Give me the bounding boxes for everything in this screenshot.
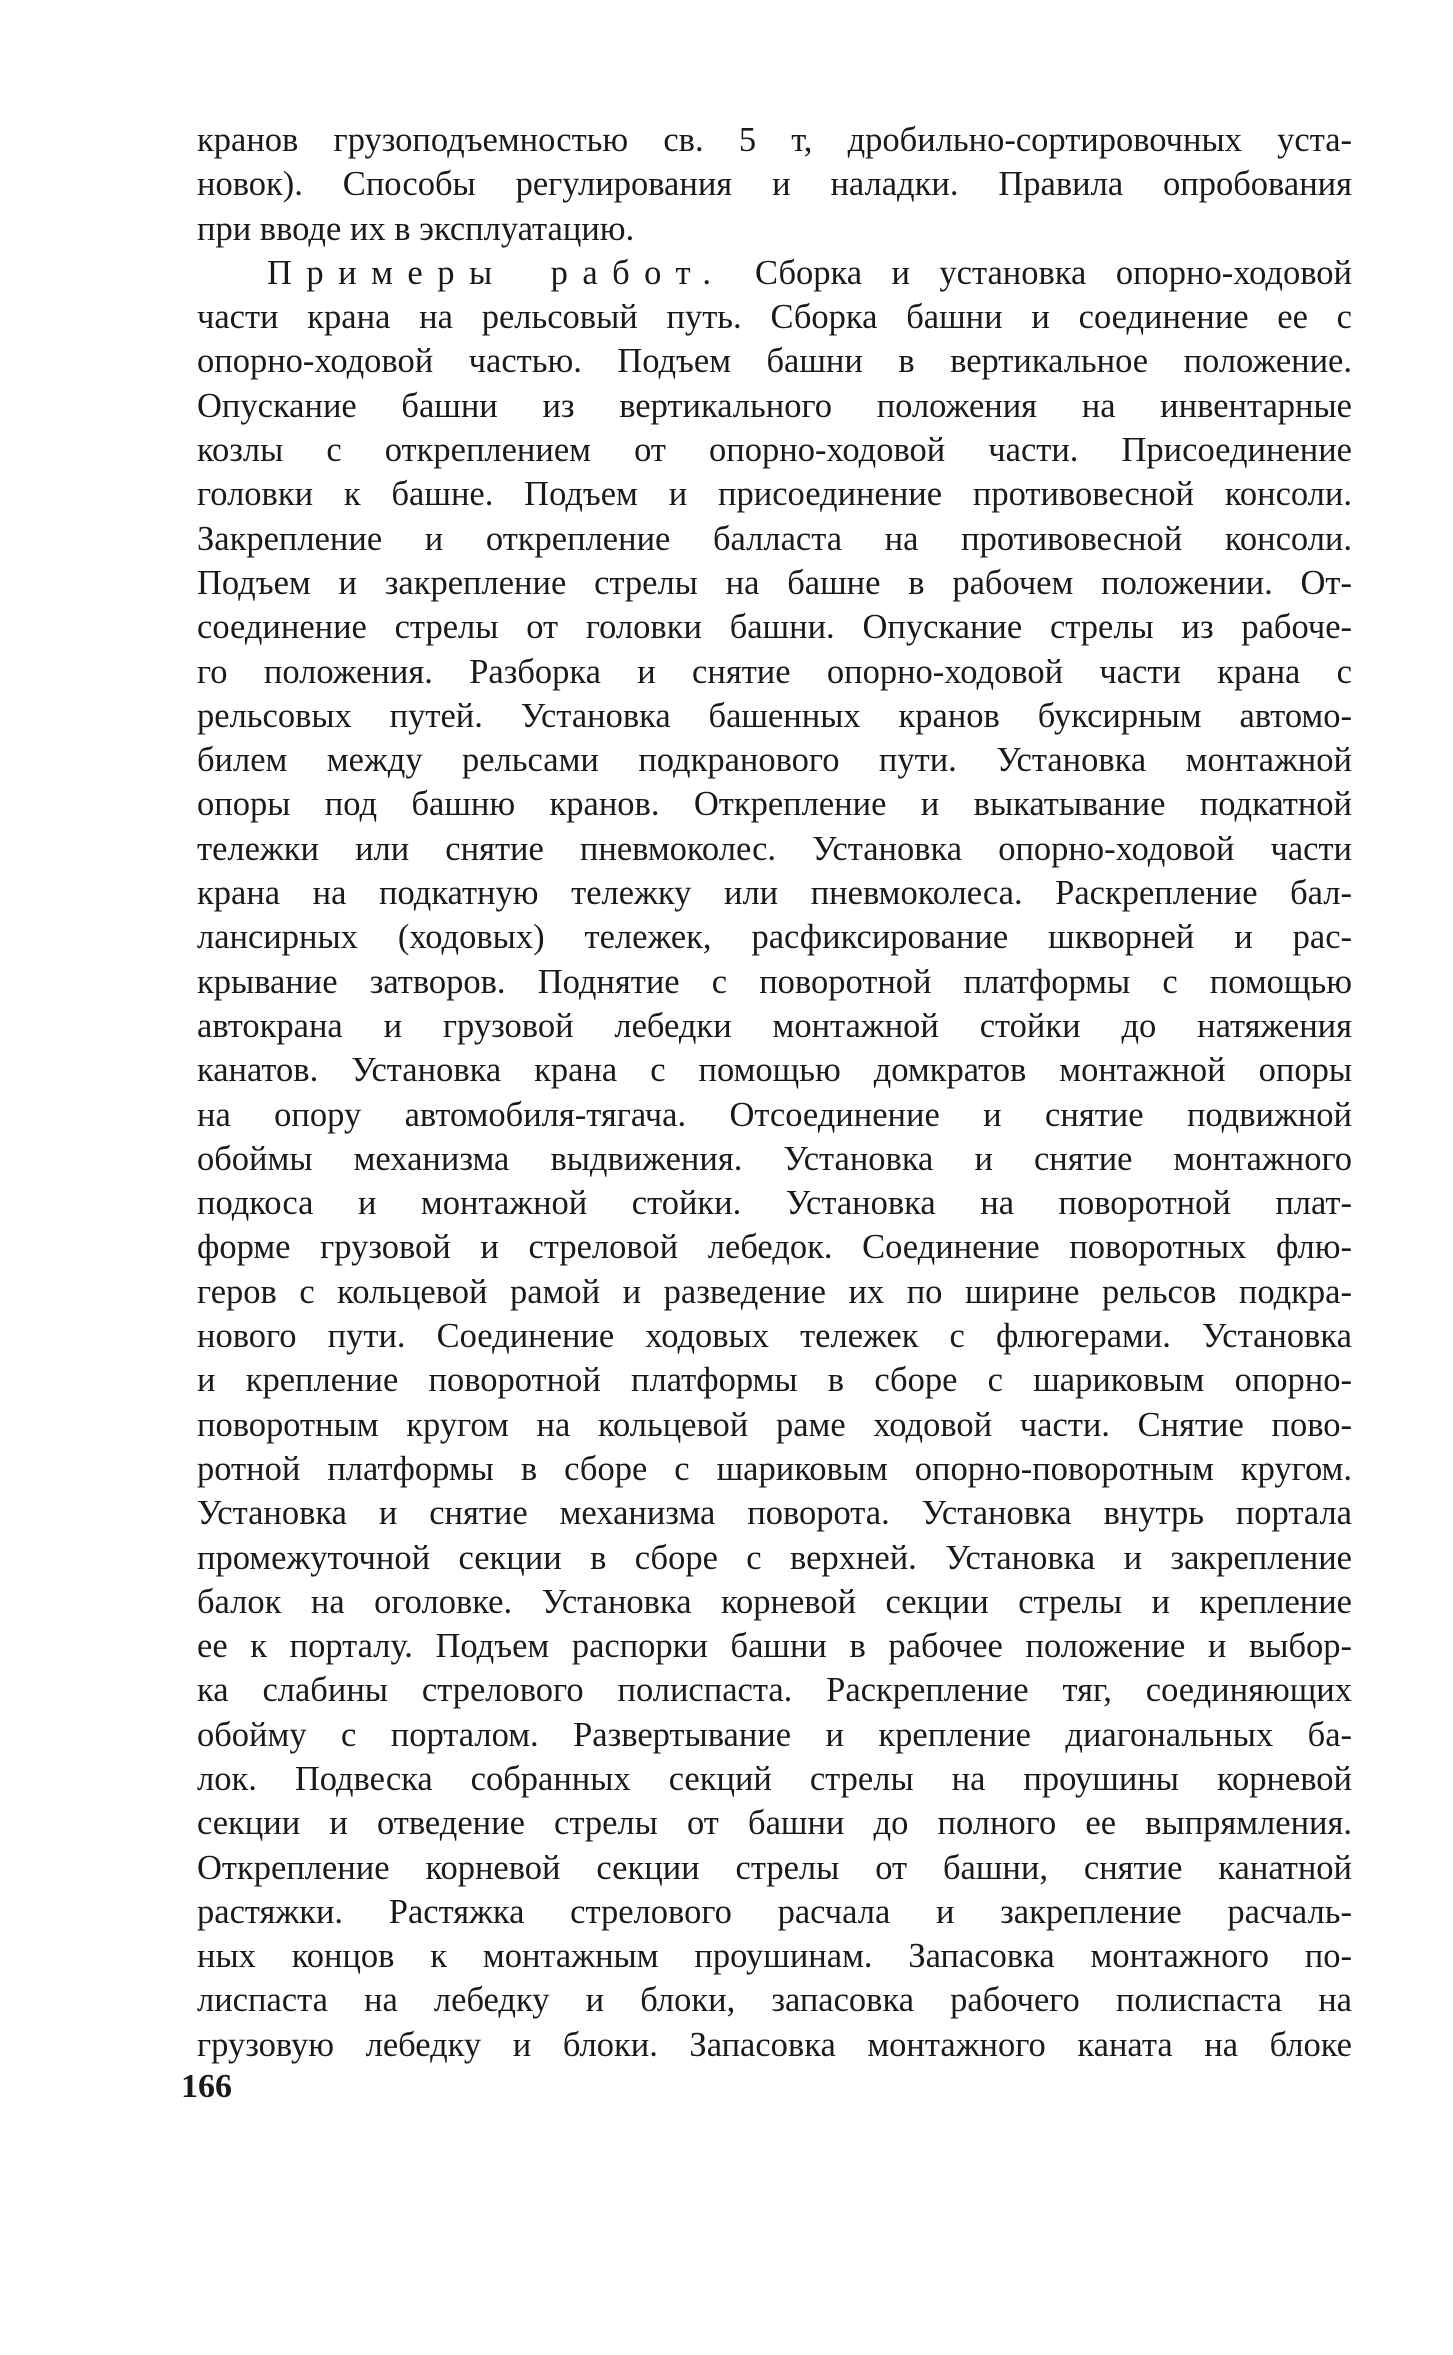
- text-line: кранов грузоподъемностью св. 5 т, дробильно-сортировочных уста-: [197, 121, 1352, 159]
- text-line: лансирных (ходовых) тележек, расфиксирование шкворней и рас-: [197, 918, 1352, 957]
- text-line: секции и отведение стрелы от башни до полного ее выпрямления.: [197, 1804, 1352, 1843]
- text-line: автокрана и грузовой лебедки монтажной стойки до натяжения: [197, 1006, 1352, 1045]
- examples-heading: Примеры работ.: [267, 253, 726, 292]
- text-line: лиспаста на лебедку и блоки, запасовка рабочего полиспаста на: [197, 1981, 1352, 2020]
- text-line: Закрепление и открепление балласта на противовесной консоли.: [197, 519, 1352, 558]
- text-line: грузовую лебедку и блоки. Запасовка монтажного каната на блоке: [197, 2025, 1352, 2064]
- text-line: балок на оголовке. Установка корневой секции стрелы и крепление: [197, 1582, 1352, 1621]
- text-line: ных концов к монтажным проушинам. Запасовка монтажного по-: [197, 1937, 1352, 1976]
- text-line: лок. Подвеска собранных секций стрелы на проушины корневой: [197, 1759, 1352, 1798]
- body-text: [197, 118, 1352, 2067]
- text-line: ротной платформы в сборе с шариковым опорно-поворотным кругом.: [197, 1449, 1352, 1488]
- examples-heading-line: [197, 251, 1352, 295]
- text-line: Подъем и закрепление стрелы на башне в рабочем положении. От-: [197, 563, 1352, 602]
- text-line: обоймы механизма выдвижения. Установка и снятие монтажного: [197, 1139, 1352, 1178]
- text-line: ее к порталу. Подъем распорки башни в рабочее положение и выбор-: [197, 1627, 1352, 1666]
- text-line: головки к башне. Подъем и присоединение противовесной консоли.: [197, 475, 1352, 514]
- text-line: части крана на рельсовый путь. Сборка башни и соединение ее с: [197, 298, 1352, 337]
- text-line: Опускание башни из вертикального положения на инвентарные: [197, 386, 1352, 425]
- text-line: го положения. Разборка и снятие опорно-ходовой части крана с: [197, 652, 1352, 691]
- text-line: Открепление корневой секции стрелы от башни, снятие канатной: [197, 1848, 1352, 1887]
- text-line: обойму с порталом. Развертывание и крепление диагональных ба-: [197, 1715, 1352, 1754]
- page-number: 166: [181, 2068, 232, 2105]
- text-line: геров с кольцевой рамой и разведение их по ширине рельсов подкра-: [197, 1272, 1352, 1311]
- examples-paragraph: [197, 295, 1352, 2067]
- text-line: соединение стрелы от головки башни. Опускание стрелы из рабоче-: [197, 608, 1352, 647]
- text-line: поворотным кругом на кольцевой раме ходовой части. Снятие пово-: [197, 1405, 1352, 1444]
- text-line: подкоса и монтажной стойки. Установка на поворотной плат-: [197, 1184, 1352, 1223]
- text-line: при вводе их в эксплуатацию.: [197, 209, 635, 248]
- text-line: новок). Способы регулирования и наладки. Правила опробования: [197, 165, 1352, 204]
- examples-first-line-text: Сборка и установка опорно-ходовой: [755, 253, 1352, 292]
- text-line: крывание затворов. Поднятие с поворотной платформы с помощью: [197, 962, 1352, 1001]
- text-line: и крепление поворотной платформы в сборе с шариковым опорно-: [197, 1361, 1352, 1400]
- text-line: козлы с откреплением от опорно-ходовой части. Присоединение: [197, 431, 1352, 470]
- text-line: билем между рельсами подкранового пути. Установка монтажной: [197, 741, 1352, 780]
- text-line: канатов. Установка крана с помощью домкратов монтажной опоры: [197, 1051, 1352, 1090]
- text-line: опоры под башню кранов. Открепление и выкатывание подкатной: [197, 785, 1352, 824]
- text-line: нового пути. Соединение ходовых тележек с флюгерами. Установка: [197, 1317, 1352, 1356]
- text-line: ка слабины стрелового полиспаста. Раскрепление тяг, соединяющих: [197, 1671, 1352, 1710]
- text-line: опорно-ходовой частью. Подъем башни в вертикальное положение.: [197, 342, 1352, 381]
- text-line: тележки или снятие пневмоколес. Установка опорно-ходовой части: [197, 829, 1352, 868]
- text-line: на опору автомобиля-тягача. Отсоединение и снятие подвижной: [197, 1095, 1352, 1134]
- text-line: форме грузовой и стреловой лебедок. Соединение поворотных флю-: [197, 1228, 1352, 1267]
- text-line: рельсовых путей. Установка башенных кранов буксирным автомо-: [197, 696, 1352, 735]
- text-line: растяжки. Растяжка стрелового расчала и закрепление расчаль-: [197, 1892, 1352, 1931]
- text-line: промежуточной секции в сборе с верхней. Установка и закрепление: [197, 1538, 1352, 1577]
- text-line: крана на подкатную тележку или пневмоколеса. Раскрепление бал-: [197, 874, 1352, 913]
- text-line: Установка и снятие механизма поворота. Установка внутрь портала: [197, 1494, 1352, 1533]
